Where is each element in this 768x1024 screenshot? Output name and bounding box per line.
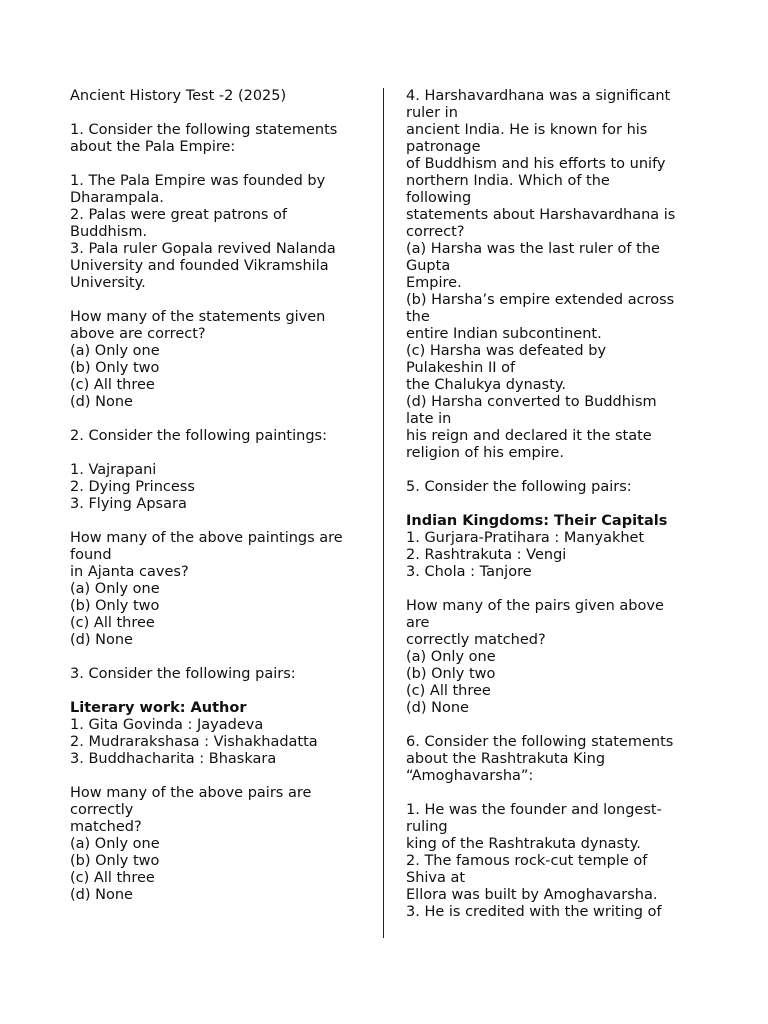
text-line: (c) All three [70,377,155,393]
text-line: (b) Only two [70,360,160,376]
text-line: 2. Palas were great patrons of [70,207,288,223]
text-line: Ancient History Test -2 (2025) [70,88,287,104]
text-line: ruling [406,819,448,835]
text-line: Pulakeshin II of [406,360,516,376]
blank-line [70,768,370,785]
text-line: 3. He is credited with the writing of [406,904,662,920]
blank-line [70,683,370,700]
blank-line [70,513,370,530]
blank-line [70,445,370,462]
text-line: 3. Pala ruler Gopala revived Nalanda [70,241,336,257]
text-line: of Buddhism and his efforts to unify [406,156,666,172]
text-line: Empire. [406,275,462,291]
text-line: Ellora was built by Amoghavarsha. [406,887,658,903]
text-line: (d) None [70,887,133,903]
blank-line [70,411,370,428]
text-line: 2. Rashtrakuta : Vengi [406,547,567,563]
text-line: (d) None [70,394,133,410]
text-line: 4. Harshavardhana was a significant [406,88,671,104]
text-line: University. [70,275,146,291]
text-line: 2. Consider the following paintings: [70,428,327,444]
text-line: How many of the above paintings are [70,530,343,546]
text-line: entire Indian subcontinent. [406,326,602,342]
text-line: (c) Harsha was defeated by [406,343,607,359]
text-line: (b) Only two [406,666,496,682]
text-line: (b) Only two [70,853,160,869]
text-line: patronage [406,139,481,155]
left-column [70,88,370,904]
text-line: 3. Buddhacharita : Bhaskara [70,751,277,767]
text-line: (a) Only one [70,836,160,852]
text-line: 1. He was the founder and longest- [406,802,662,818]
blank-line [406,496,706,513]
text-line: 3. Flying Apsara [70,496,187,512]
text-line: Gupta [406,258,451,274]
text-line: 3. Consider the following pairs: [70,666,296,682]
text-line: Buddhism. [70,224,148,240]
text-line: ancient India. He is known for his [406,122,648,138]
text-line: his reign and declared it the state [406,428,652,444]
blank-line [406,785,706,802]
text-line: statements about Harshavardhana is [406,207,676,223]
text-line: 5. Consider the following pairs: [406,479,632,495]
text-line: the [406,309,430,325]
text-line: How many of the statements given [70,309,326,325]
text-line: 3. Chola : Tanjore [406,564,532,580]
right-column [406,88,706,921]
section-heading: Indian Kingdoms: Their Capitals [406,513,668,529]
text-line: about the Pala Empire: [70,139,236,155]
text-line: late in [406,411,452,427]
text-line: king of the Rashtrakuta dynasty. [406,836,641,852]
blank-line [406,581,706,598]
text-line: are [406,615,430,631]
text-line: 1. Consider the following statements [70,122,338,138]
text-line: (c) All three [70,870,155,886]
text-line: 2. Mudrarakshasa : Vishakhadatta [70,734,318,750]
text-line: Dharampala. [70,190,164,206]
text-line: (a) Only one [70,343,160,359]
text-line: (a) Only one [406,649,496,665]
text-line: above are correct? [70,326,206,342]
text-line: Shiva at [406,870,466,886]
text-line: correct? [406,224,465,240]
text-line: (a) Only one [70,581,160,597]
text-line: in Ajanta caves? [70,564,189,580]
text-line: (d) None [406,700,469,716]
text-line: 2. The famous rock-cut temple of [406,853,648,869]
text-line: 1. The Pala Empire was founded by [70,173,326,189]
text-line: 6. Consider the following statements [406,734,674,750]
blank-line [406,462,706,479]
text-line: northern India. Which of the [406,173,610,189]
text-line: (d) None [70,632,133,648]
text-line: University and founded Vikramshila [70,258,329,274]
blank-line [70,156,370,173]
blank-line [406,717,706,734]
section-heading: Literary work: Author [70,700,247,716]
blank-line [70,649,370,666]
text-line: the Chalukya dynasty. [406,377,567,393]
text-line: “Amoghavarsha”: [406,768,534,784]
text-line: (b) Only two [70,598,160,614]
text-line: correctly matched? [406,632,546,648]
column-divider [383,88,384,938]
text-line: about the Rashtrakuta King [406,751,606,767]
text-line: following [406,190,472,206]
text-line: How many of the above pairs are [70,785,312,801]
text-line: religion of his empire. [406,445,564,461]
text-line: 1. Gita Govinda : Jayadeva [70,717,264,733]
text-line: 2. Dying Princess [70,479,195,495]
blank-line [70,292,370,309]
text-line: How many of the pairs given above [406,598,664,614]
text-line: correctly [70,802,134,818]
text-line: (c) All three [70,615,155,631]
text-line: (d) Harsha converted to Buddhism [406,394,657,410]
text-line: 1. Vajrapani [70,462,157,478]
text-line: found [70,547,112,563]
text-line: matched? [70,819,142,835]
text-line: 1. Gurjara-Pratihara : Manyakhet [406,530,645,546]
text-line: (c) All three [406,683,491,699]
text-line: (b) Harsha’s empire extended across [406,292,675,308]
text-line: (a) Harsha was the last ruler of the [406,241,660,257]
text-line: ruler in [406,105,458,121]
blank-line [70,105,370,122]
